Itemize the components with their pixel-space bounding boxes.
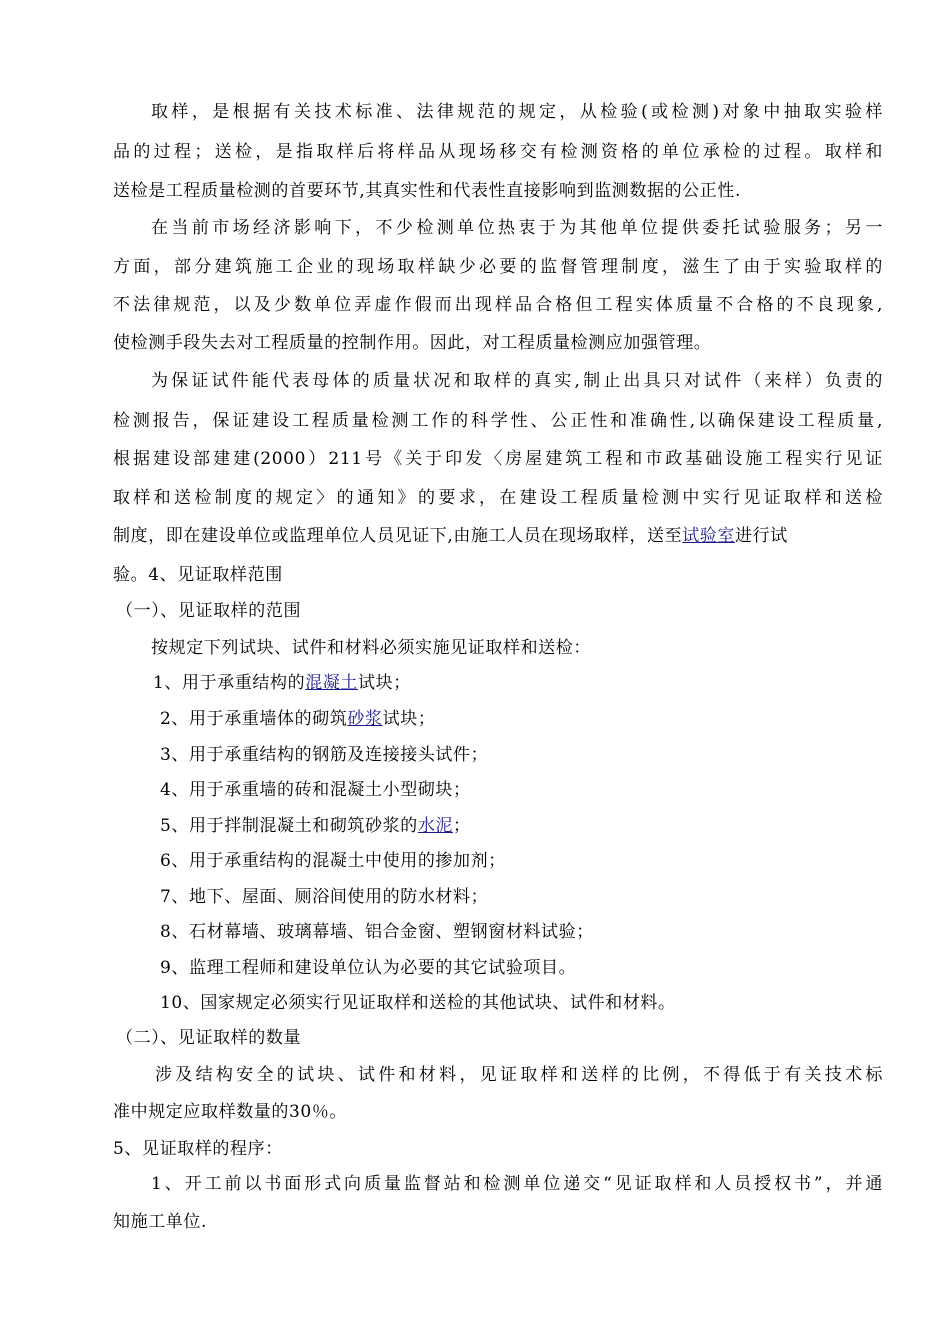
section1-title: （一）、见证取样的范围 — [116, 601, 302, 621]
cement-link[interactable]: 水泥 — [417, 816, 454, 836]
list-item-5-text: 5、用于拌制混凝土和砌筑砂浆的 — [160, 816, 418, 836]
list-item-7: 7、地下、屋面、厕浴间使用的防水材料； — [160, 887, 489, 907]
section2-title: （二）、见证取样的数量 — [116, 1028, 302, 1048]
list-item-1-tail: 试块； — [358, 673, 411, 693]
para3-line4: 取样和送检制度的规定〉的通知》的要求，在建设工程质量检测中实行见证取样和送检 — [113, 488, 883, 508]
section3-title: 5、见证取样的程序： — [113, 1139, 283, 1159]
list-item-5 — [160, 815, 471, 837]
para3-line2: 检测报告，保证建设工程质量检测工作的科学性、公正性和准确性,以确保建设工程质量, — [113, 411, 883, 431]
list-item-10: 10、国家规定必须实行见证取样和送检的其他试块、试件和材料。 — [160, 993, 676, 1013]
section3-line1: 1、开工前以书面形式向质量监督站和检测单位递交“见证取样和人员授权书”，并通 — [151, 1174, 883, 1194]
concrete-link[interactable]: 混凝土 — [305, 673, 359, 693]
list-item-5-tail: ； — [453, 816, 471, 836]
list-item-4: 4、用于承重墙的砖和混凝土小型砌块； — [160, 780, 471, 800]
list-item-8: 8、石材幕墙、玻璃幕墙、铝合金窗、塑钢窗材料试验； — [160, 922, 594, 942]
section2-line1: 涉及结构安全的试块、试件和材料，见证取样和送样的比例，不得低于有关技术标 — [155, 1065, 883, 1085]
para1-line3: 送检是工程质量检测的首要环节,其真实性和代表性直接影响到监测数据的公正性. — [113, 181, 742, 201]
para3-line5-tail: 进行试 — [735, 526, 788, 546]
para1-line1: 取样，是根据有关技术标准、法律规范的规定，从检验(或检测)对象中抽取实验样 — [151, 102, 883, 122]
para2-line2: 方面，部分建筑施工企业的现场取样缺少必要的监督管理制度，滋生了由于实验取样的 — [113, 257, 883, 277]
list-item-1-text: 1、用于承重结构的 — [153, 673, 306, 693]
list-item-2-tail: 试块； — [382, 709, 436, 729]
list-item-9: 9、监理工程师和建设单位认为必要的其它试验项目。 — [160, 958, 577, 978]
list-item-2 — [160, 708, 435, 730]
list-item-1 — [153, 672, 411, 694]
section2-line2: 准中规定应取样数量的30％。 — [113, 1102, 348, 1122]
section3-line2: 知施工单位. — [113, 1212, 208, 1232]
list-item-6: 6、用于承重结构的混凝土中使用的掺加剂； — [160, 851, 506, 871]
mortar-link[interactable]: 砂浆 — [347, 709, 383, 729]
para1-line2: 品的过程；送检，是指取样后将样品从现场移交有检测资格的单位承检的过程。取样和 — [113, 142, 883, 162]
para3-line5-text: 制度，即在建设单位或监理单位人员见证下,由施工人员在现场取样，送至 — [113, 526, 683, 546]
para2-line4: 使检测手段失去对工程质量的控制作用。因此，对工程质量检测应加强管理。 — [113, 333, 712, 353]
para3-line6: 验。4、见证取样范围 — [113, 565, 283, 585]
section1-intro: 按规定下列试块、试件和材料必须实施见证取样和送检： — [151, 638, 591, 658]
list-item-2-text: 2、用于承重墙体的砌筑 — [160, 709, 348, 729]
para3-line1: 为保证试件能代表母体的质量状况和取样的真实,制止出具只对试件（来样）负责的 — [151, 371, 883, 391]
para3-line3: 根据建设部建建(2000）211号《关于印发〈房屋建筑工程和市政基础设施工程实行见证 — [113, 449, 883, 469]
para2-line3: 不法律规范，以及少数单位弄虚作假而出现样品合格但工程实体质量不合格的不良现象, — [113, 295, 883, 315]
para3-line5 — [113, 525, 788, 547]
para2-line1: 在当前市场经济影响下，不少检测单位热衷于为其他单位提供委托试验服务；另一 — [151, 218, 883, 238]
lab-link[interactable]: 试验室 — [682, 526, 736, 546]
list-item-3: 3、用于承重结构的钢筋及连接接头试件； — [160, 745, 489, 765]
